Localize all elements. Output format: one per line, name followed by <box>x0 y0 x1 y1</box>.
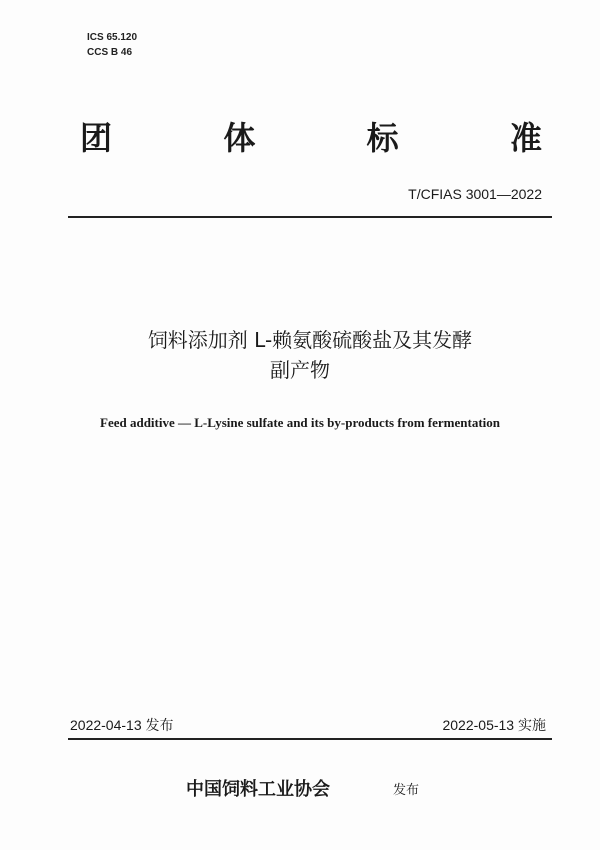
chinese-title-line-2: 副产物 <box>270 358 330 382</box>
standard-type-heading <box>70 113 552 159</box>
chinese-title-line-1: 饲料添加剂 L-赖氨酸硫酸盐及其发酵 <box>147 328 473 352</box>
implementation-date: 2022-05-13 实施 <box>442 717 546 733</box>
standard-type-char-4: 准 <box>509 119 542 157</box>
issue-date: 2022-04-13 发布 <box>70 717 174 733</box>
chinese-title <box>60 325 540 385</box>
bottom-divider <box>68 738 552 740</box>
standard-type-char-1: 团 <box>80 119 113 157</box>
publisher-name: 中国饲料工业协会 <box>186 779 330 800</box>
ccs-code: CCS B 46 <box>87 47 133 58</box>
standard-type-char-2: 体 <box>223 119 256 157</box>
standard-number: T/CFIAS 3001—2022 <box>408 186 542 202</box>
classification-codes <box>87 30 137 60</box>
ics-code: ICS 65.120 <box>87 32 138 43</box>
english-title: Feed additive — L-Lysine sulfate and its by-products from fermentation <box>100 415 500 430</box>
top-divider <box>68 216 552 218</box>
standard-type-char-3: 标 <box>366 119 399 157</box>
publish-label: 发布 <box>393 783 420 798</box>
